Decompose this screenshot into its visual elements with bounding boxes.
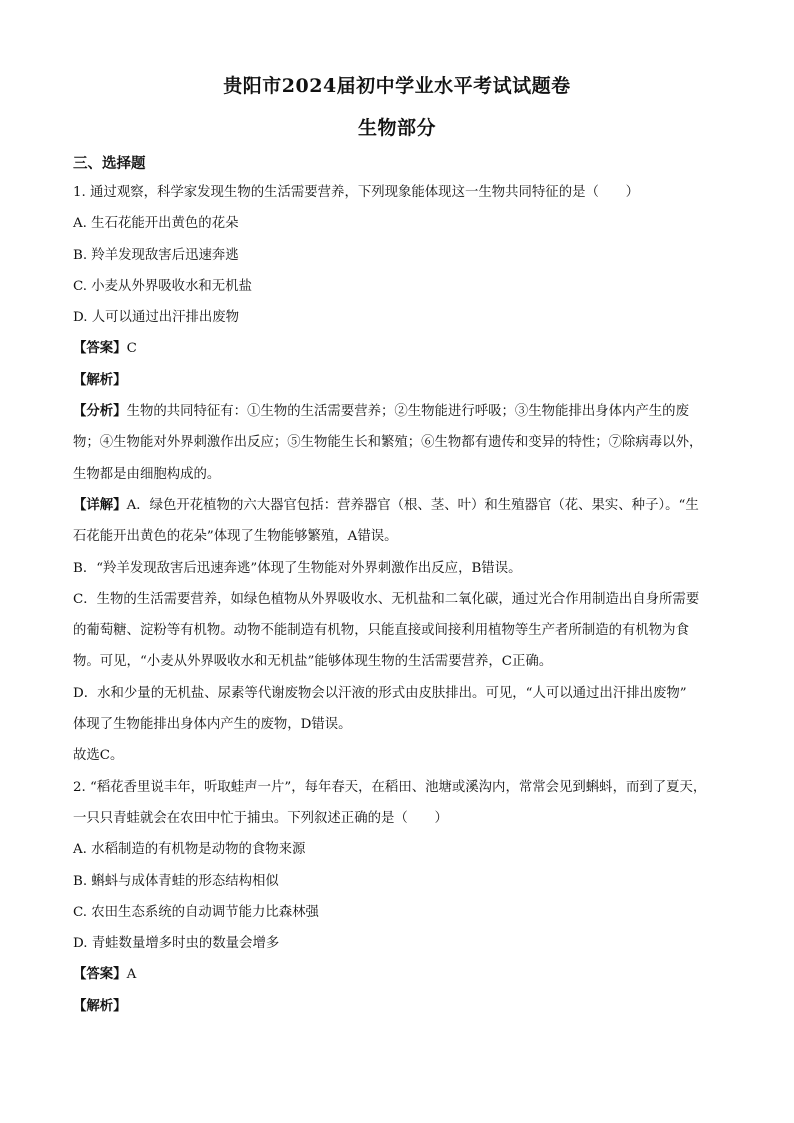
q2-option-b: B. 蝌蚪与成体青蛙的形态结构相似: [73, 873, 279, 889]
q1-xiangjie-line: C．生物的生活需要营养，如绿色植物从外界吸收水、无机盐和二氧化碳，通过光合作用制造出自身所需要: [73, 591, 700, 607]
q2-stem-line: 一只只青蛙就会在农田中忙于捕虫。下列叙述正确的是（ ）: [73, 810, 448, 826]
q1-xiangjie-line: 体现了生物能排出身体内产生的废物，D错误。: [73, 717, 352, 733]
q1-xiangjie-line: 石花能开出黄色的花朵”体现了生物能够繁殖，A错误。: [73, 529, 398, 545]
q1-xiangjie-line: D．水和少量的无机盐、尿素等代谢废物会以汗液的形式由皮肤排出。可见，“人可以通过出汗排出废物”: [73, 685, 687, 701]
q2-option-c: C. 农田生态系统的自动调节能力比森林强: [73, 904, 319, 920]
q2-stem-line: 2. “稻花香里说丰年，听取蛙声一片”，每年春天，在稻田、池塘或溪沟内，常常会见到蝌蚪，而到了夏天，: [73, 779, 707, 795]
document-title: 贵阳市2024届初中学业水平考试试题卷: [223, 75, 571, 97]
xiangjie-text: A．绿色开花植物的六大器官包括：营养器官（根、茎、叶）和生殖器官（花、果实、种子）。“生: [126, 497, 699, 513]
section-title: 三、选择题: [73, 155, 146, 172]
q1-answer: [73, 333, 727, 364]
q2-analysis-tag: 【解析】: [73, 997, 127, 1014]
answer-tag: 【答案】: [73, 966, 127, 983]
q1-stem: 1. 通过观察，科学家发现生物的生活需要营养，下列现象能体现这一生物共同特征的是（ ）: [73, 185, 640, 200]
q1-option-b: B. 羚羊发现敌害后迅速奔逃: [73, 247, 239, 263]
q1-fenxi-line: 生物都是由细胞构成的。: [73, 466, 221, 482]
document-subtitle: 生物部分: [357, 117, 436, 139]
fenxi-text: 生物的共同特征有：①生物的生活需要营养；②生物能进行呼吸；③生物能排出身体内产生的废: [126, 404, 689, 420]
fenxi-tag: 【分析】: [73, 403, 127, 420]
xiangjie-tag: 【详解】: [73, 496, 127, 513]
q1-xiangjie-line: 的葡萄糖、淀粉等有机物。动物不能制造有机物，只能直接或间接利用植物等生产者所制造的有机物为食: [73, 623, 689, 639]
q1-option-a: A. 生石花能开出黄色的花朵: [73, 216, 239, 232]
q1-fenxi-line: [73, 396, 727, 427]
q1-analysis-tag: 【解析】: [73, 371, 127, 388]
q1-fenxi-line: 物；④生物能对外界刺激作出反应；⑤生物能生长和繁殖；⑥生物都有遗传和变异的特性；⑦除病毒以外，: [73, 435, 703, 451]
q2-answer: [73, 959, 727, 990]
answer-value: C: [126, 341, 137, 357]
q1-xiangjie-line: 物。可见，“小麦从外界吸收水和无机盐”能够体现生物的生活需要营养，C正确。: [73, 654, 553, 670]
q1-xiangjie-line: B．“羚羊发现敌害后迅速奔逃”体现了生物能对外界刺激作出反应，B错误。: [73, 560, 522, 576]
q1-xiangjie-line: [73, 490, 727, 521]
document-body: [73, 177, 727, 1022]
q1-option-c: C. 小麦从外界吸收水和无机盐: [73, 278, 252, 294]
answer-tag: 【答案】: [73, 340, 127, 357]
q2-option-d: D. 青蛙数量增多时虫的数量会增多: [73, 936, 280, 952]
q1-conclusion: 故选C。: [73, 748, 124, 764]
answer-value: A: [126, 967, 137, 983]
q2-option-a: A. 水稻制造的有机物是动物的食物来源: [73, 842, 306, 858]
q1-option-d: D. 人可以通过出汗排出废物: [73, 310, 240, 326]
